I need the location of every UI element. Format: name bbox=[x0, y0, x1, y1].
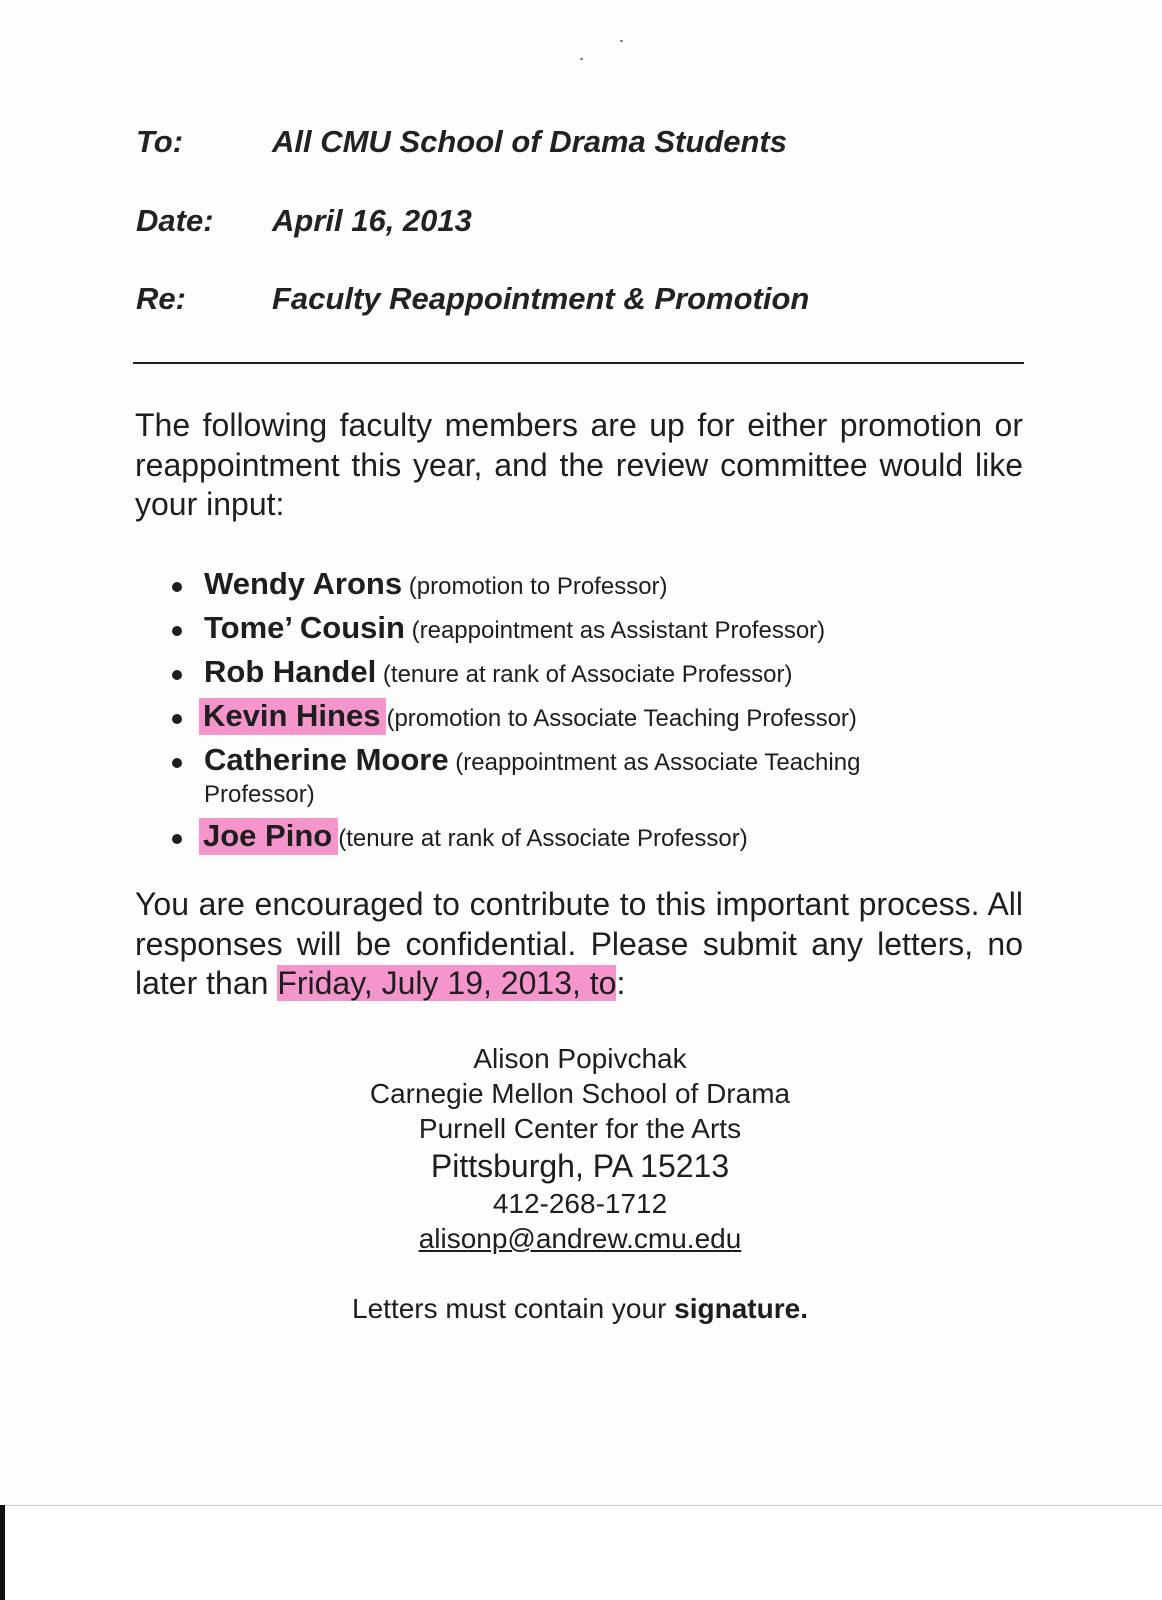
faculty-detail: (promotion to Professor) bbox=[408, 573, 668, 600]
contact-email-link[interactable]: alisonp@andrew.cmu.edu bbox=[418, 1223, 742, 1254]
faculty-detail: (tenure at rank of Associate Professor) bbox=[338, 825, 748, 852]
date-value: April 16, 2013 bbox=[272, 203, 472, 238]
encourage-paragraph bbox=[135, 885, 1023, 1004]
faculty-name: Catherine Moore bbox=[204, 742, 449, 777]
re-value: Faculty Reappointment & Promotion bbox=[272, 281, 810, 316]
to-value: All CMU School of Drama Students bbox=[272, 124, 787, 159]
closing-text: Letters must contain your bbox=[352, 1293, 667, 1324]
faculty-name: Wendy Arons bbox=[204, 566, 403, 601]
faculty-item bbox=[170, 612, 970, 647]
faculty-item bbox=[170, 744, 970, 811]
header-divider bbox=[133, 362, 1024, 364]
contact-city: Pittsburgh, PA 15213 bbox=[430, 1148, 730, 1184]
scan-left-edge bbox=[0, 1505, 5, 1600]
bullet-icon bbox=[172, 582, 182, 592]
faculty-detail: (reappointment as Associate Teaching Professor) bbox=[204, 749, 861, 808]
deadline-highlight: Friday, July 19, 2013, to bbox=[277, 965, 617, 1001]
faculty-name-highlighted: Kevin Hines bbox=[199, 698, 386, 735]
contact-building: Purnell Center for the Arts bbox=[418, 1113, 742, 1144]
bullet-icon bbox=[172, 758, 182, 768]
intro-paragraph: The following faculty members are up for either promotion or reappointment this year, and the review committee would like your input: bbox=[135, 407, 1023, 522]
contact-phone: 412-268-1712 bbox=[492, 1188, 668, 1219]
date-label: Date: bbox=[136, 203, 214, 238]
bullet-icon bbox=[172, 626, 182, 636]
closing-note bbox=[230, 1293, 930, 1325]
encourage-colon: : bbox=[616, 965, 626, 1001]
faculty-item bbox=[170, 700, 970, 735]
contact-address bbox=[230, 1041, 930, 1256]
faculty-name: Rob Handel bbox=[204, 654, 377, 689]
faculty-list bbox=[170, 568, 970, 864]
faculty-item bbox=[170, 568, 970, 603]
to-label: To: bbox=[136, 124, 184, 159]
bullet-icon bbox=[172, 670, 182, 680]
faculty-detail: (promotion to Associate Teaching Professor) bbox=[386, 705, 857, 732]
closing-bold: signature. bbox=[674, 1293, 808, 1324]
scan-speck bbox=[580, 58, 583, 60]
faculty-item bbox=[170, 820, 970, 855]
faculty-detail: (tenure at rank of Associate Professor) bbox=[382, 661, 793, 688]
faculty-detail: (reappointment as Assistant Professor) bbox=[411, 617, 826, 644]
faculty-name-highlighted: Joe Pino bbox=[199, 818, 338, 855]
scan-margin bbox=[0, 1506, 1162, 1600]
contact-org: Carnegie Mellon School of Drama bbox=[369, 1078, 791, 1109]
bullet-icon bbox=[172, 714, 182, 724]
contact-name: Alison Popivchak bbox=[473, 1043, 687, 1074]
faculty-item bbox=[170, 656, 970, 691]
re-label: Re: bbox=[136, 281, 186, 316]
encourage-text: You are encouraged to contribute to this important process. All responses will be confidential. Please submit any letters, no later than bbox=[135, 886, 1023, 1001]
bullet-icon bbox=[172, 834, 182, 844]
faculty-name: Tome’ Cousin bbox=[204, 610, 405, 645]
scan-speck bbox=[620, 40, 623, 42]
